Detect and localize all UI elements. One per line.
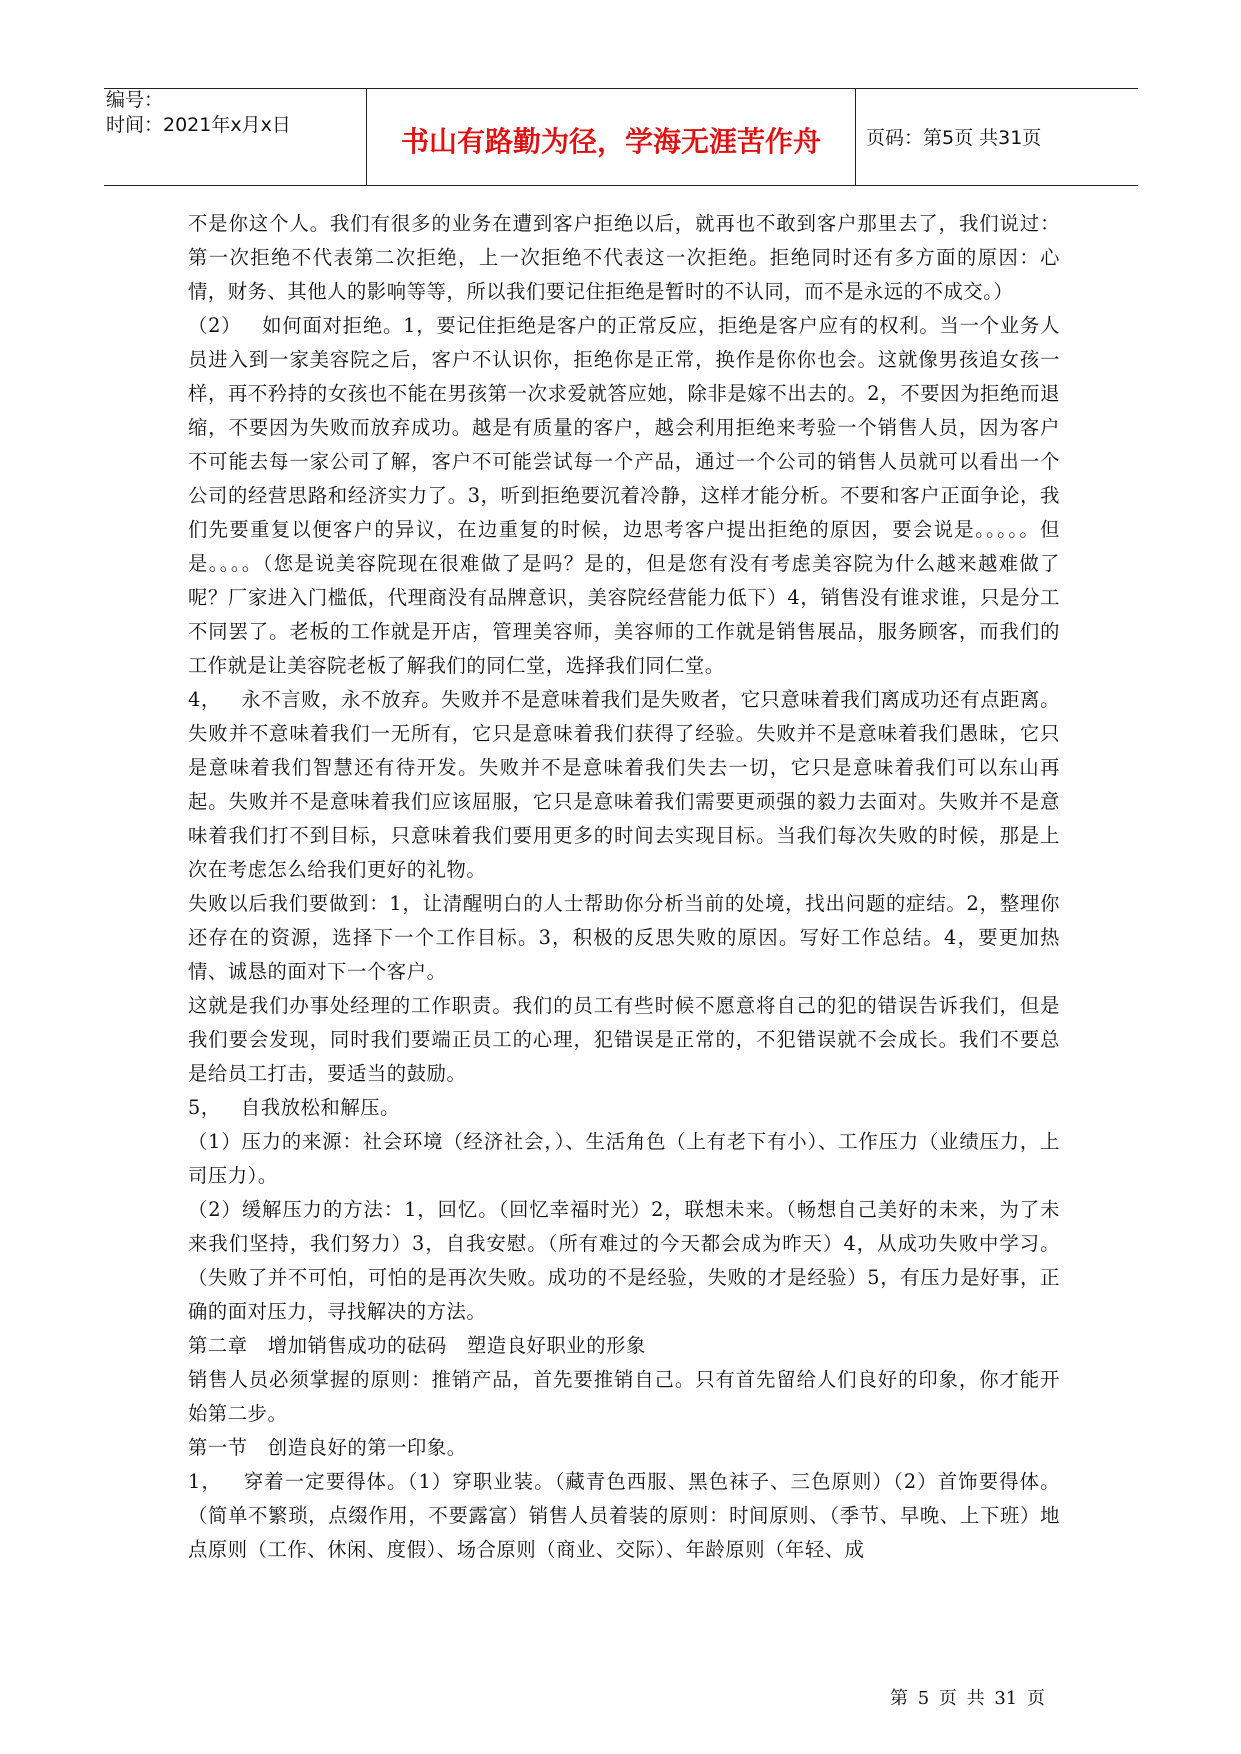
document-time: 时间：2021年x月x日	[106, 114, 291, 136]
section-heading: 第一节 创造良好的第一印象。	[188, 1436, 467, 1459]
document-number-label: 编号：	[106, 89, 164, 111]
paragraph: （2）缓解压力的方法：1，回忆。（回忆幸福时光）2，联想未来。（畅想自己美好的未来，为了未来我们坚持，我们努力）3，自我安慰。（所有难过的今天都会成为昨天）4，从成功失败中学习。（失败了并不可怕，可怕的是再次失败。成功的不是经验，失败的才是经验）5，有压力是好事，正确的面对压力，寻找解决的方法。	[188, 1198, 1060, 1323]
paragraph: 销售人员必须掌握的原则：推销产品，首先要推销自己。只有首先留给人们良好的印象，你才能开始第二步。	[188, 1368, 1060, 1425]
paragraph: 不是你这个人。我们有很多的业务在遭到客户拒绝以后，就再也不敢到客户那里去了，我们说过：第一次拒绝不代表第二次拒绝，上一次拒绝不代表这一次拒绝。拒绝同时还有多方面的原因：心情，财务、其他人的影响等等，所以我们要记住拒绝是暂时的不认同，而不是永远的不成交。）	[188, 212, 1060, 303]
header-motto-cell	[366, 89, 856, 185]
document-body	[188, 207, 1060, 1567]
header-page-info: 页码：第5页 共31页	[866, 127, 1042, 149]
paragraph: （1）压力的来源：社会环境（经济社会，）、生活角色（上有老下有小）、工作压力（业绩压力，上司压力）。	[188, 1130, 1060, 1187]
paragraph: 5， 自我放松和解压。	[188, 1096, 400, 1119]
paragraph: 1， 穿着一定要得体。（1）穿职业装。（藏青色西服、黑色袜子、三色原则）（2）首饰要得体。（简单不繁琐，点缀作用，不要露富）销售人员着装的原则：时间原则、（季节、早晚、上下班）地点原则（工作、休闲、度假）、场合原则（商业、交际）、年龄原则（年轻、成	[188, 1470, 1060, 1561]
page-header	[104, 88, 1138, 186]
paragraph: 4， 永不言败，永不放弃。失败并不是意味着我们是失败者，它只意味着我们离成功还有点距离。失败并不意味着我们一无所有，它只是意味着我们获得了经验。失败并不是意味着我们愚昧，它只是意味着我们智慧还有待开发。失败并不是意味着我们失去一切，它只是意味着我们可以东山再起。失败并不是意味着我们应该屈服，它只是意味着我们需要更顽强的毅力去面对。失败并不是意味着我们打不到目标，只意味着我们要用更多的时间去实现目标。当我们每次失败的时候，那是上次在考虑怎么给我们更好的礼物。	[188, 688, 1060, 881]
header-motto: 书山有路勤为径，学海无涯苦作舟	[400, 125, 821, 158]
paragraph: 这就是我们办事处经理的工作职责。我们的员工有些时候不愿意将自己的犯的错误告诉我们，但是我们要会发现，同时我们要端正员工的心理，犯错误是正常的，不犯错误就不会成长。我们不要总是给员工打击，要适当的鼓励。	[188, 994, 1060, 1085]
header-page-cell	[854, 89, 1138, 185]
paragraph: 失败以后我们要做到：1，让清醒明白的人士帮助你分析当前的处境，找出问题的症结。2，整理你还存在的资源，选择下一个工作目标。3，积极的反思失败的原因。写好工作总结。4，要更加热情、诚恳的面对下一个客户。	[188, 892, 1060, 983]
page-footer: 第 5 页 共 31 页	[890, 1688, 1045, 1709]
chapter-heading: 第二章 增加销售成功的砝码 塑造良好职业的形象	[188, 1334, 646, 1357]
header-info-cell	[104, 89, 366, 185]
paragraph: （2） 如何面对拒绝。1，要记住拒绝是客户的正常反应，拒绝是客户应有的权利。当一个业务人员进入到一家美容院之后，客户不认识你，拒绝你是正常，换作是你你也会。这就像男孩追女孩一样，再不矜持的女孩也不能在男孩第一次求爱就答应她，除非是嫁不出去的。2，不要因为拒绝而退缩，不要因为失败而放弃成功。越是有质量的客户，越会利用拒绝来考验一个销售人员，因为客户不可能去每一家公司了解，客户不可能尝试每一个产品，通过一个公司的销售人员就可以看出一个公司的经营思路和经济实力了。3，听到拒绝要沉着冷静，这样才能分析。不要和客户正面争论，我们先要重复以便客户的异议，在边重复的时候，边思考客户提出拒绝的原因，要会说是。。。。。但是。。。。（您是说美容院现在很难做了是吗？是的，但是您有没有考虑美容院为什么越来越难做了呢？厂家进入门槛低，代理商没有品牌意识，美容院经营能力低下）4，销售没有谁求谁，只是分工不同罢了。老板的工作就是开店，管理美容师，美容师的工作就是销售展品，服务顾客，而我们的工作就是让美容院老板了解我们的同仁堂，选择我们同仁堂。	[188, 314, 1060, 677]
